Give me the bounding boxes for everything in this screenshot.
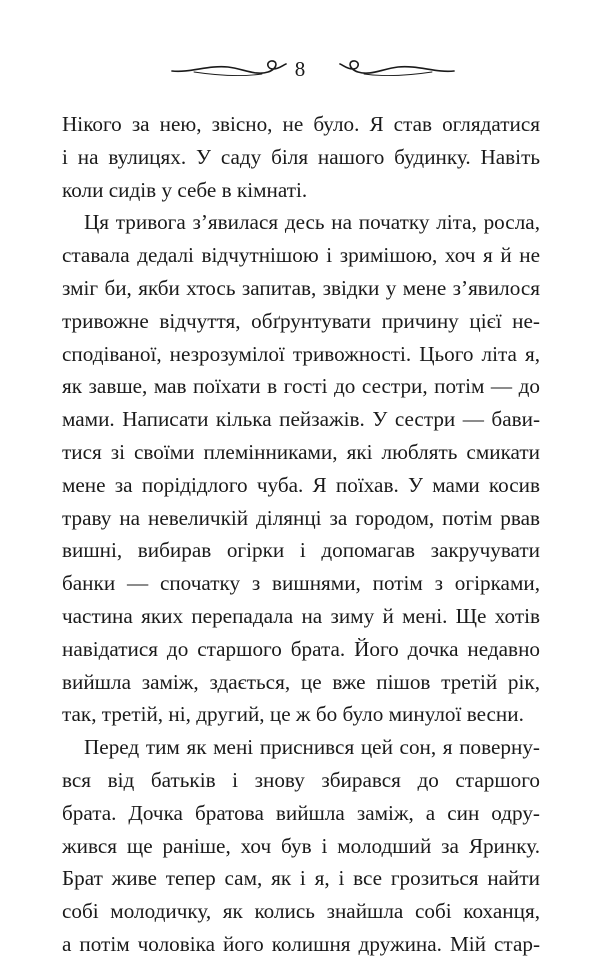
paragraph-2: [62, 206, 540, 731]
text-line: сподіваної, незрозумілої тривожності. Цього літа я,: [62, 341, 540, 366]
text-line: як завше, мав поїхати в гості до сестри, потім — до: [62, 374, 540, 399]
text-line: навідатися до старшого брата. Його дочка недавно: [62, 636, 540, 661]
page-header: [0, 52, 600, 92]
text-line: Брат живе тепер сам, як і я, і все грозиться найти: [62, 866, 540, 891]
text-line: мами. Написати кілька пейзажів. У сестри — бави-: [62, 407, 540, 432]
paragraph-3: [62, 731, 540, 961]
left-flourish-ornament: [170, 56, 288, 82]
text-line: банки — спочатку з вишнями, потім з огірками,: [62, 571, 540, 596]
text-line: жився ще раніше, хоч був і молодший за Яринку.: [62, 833, 540, 858]
text-line: Ця тривога з’явилася десь на початку літа, росла,: [84, 210, 540, 235]
body-text: [62, 108, 540, 961]
text-line: вишні, вибирав огірки і допомагав закручувати: [62, 538, 540, 563]
text-line: а потім чоловіка його колишня дружина. Мій стар-: [62, 931, 540, 956]
text-line: мене за порідідлого чуба. Я поїхав. У мами косив: [62, 472, 540, 497]
text-line: траву на невеличкій ділянці за городом, потім рвав: [62, 505, 540, 530]
text-line: Нікого за нею, звісно, не було. Я став оглядатися: [62, 112, 540, 136]
paragraph-1: [62, 108, 540, 206]
text-line: брата. Дочка братова вийшла заміж, а син одру-: [62, 800, 540, 825]
text-line: так, третій, ні, другий, це ж бо було минулої весни.: [62, 702, 524, 727]
text-line: коли сидів у себе в кімнаті.: [62, 177, 308, 202]
text-line: Перед тим як мені приснився цей сон, я поверну-: [84, 735, 540, 760]
text-line: ставала дедалі відчутнішою і зримішою, хоч я й не: [62, 243, 540, 268]
text-line: вийшла заміж, здається, це вже пішов третій рік,: [62, 669, 540, 694]
text-line: тривожне відчуття, обґрунтувати причину цієї не-: [62, 308, 540, 333]
text-line: собі молодичку, як колись знайшла собі коханця,: [62, 899, 540, 924]
right-flourish-ornament: [338, 56, 456, 82]
text-line: вся від батьків і знову збирався до старшого: [62, 767, 540, 792]
page-number: 8: [294, 57, 306, 81]
text-line: зміг би, якби хтось запитав, звідки у мене з’явилося: [62, 275, 540, 300]
text-line: частина яких перепадала на зиму й мені. Ще хотів: [62, 603, 540, 628]
text-line: і на вулицях. У саду біля нашого будинку. Навіть: [62, 144, 540, 169]
text-line: тися зі своїми племінниками, які люблять смикати: [62, 439, 540, 464]
